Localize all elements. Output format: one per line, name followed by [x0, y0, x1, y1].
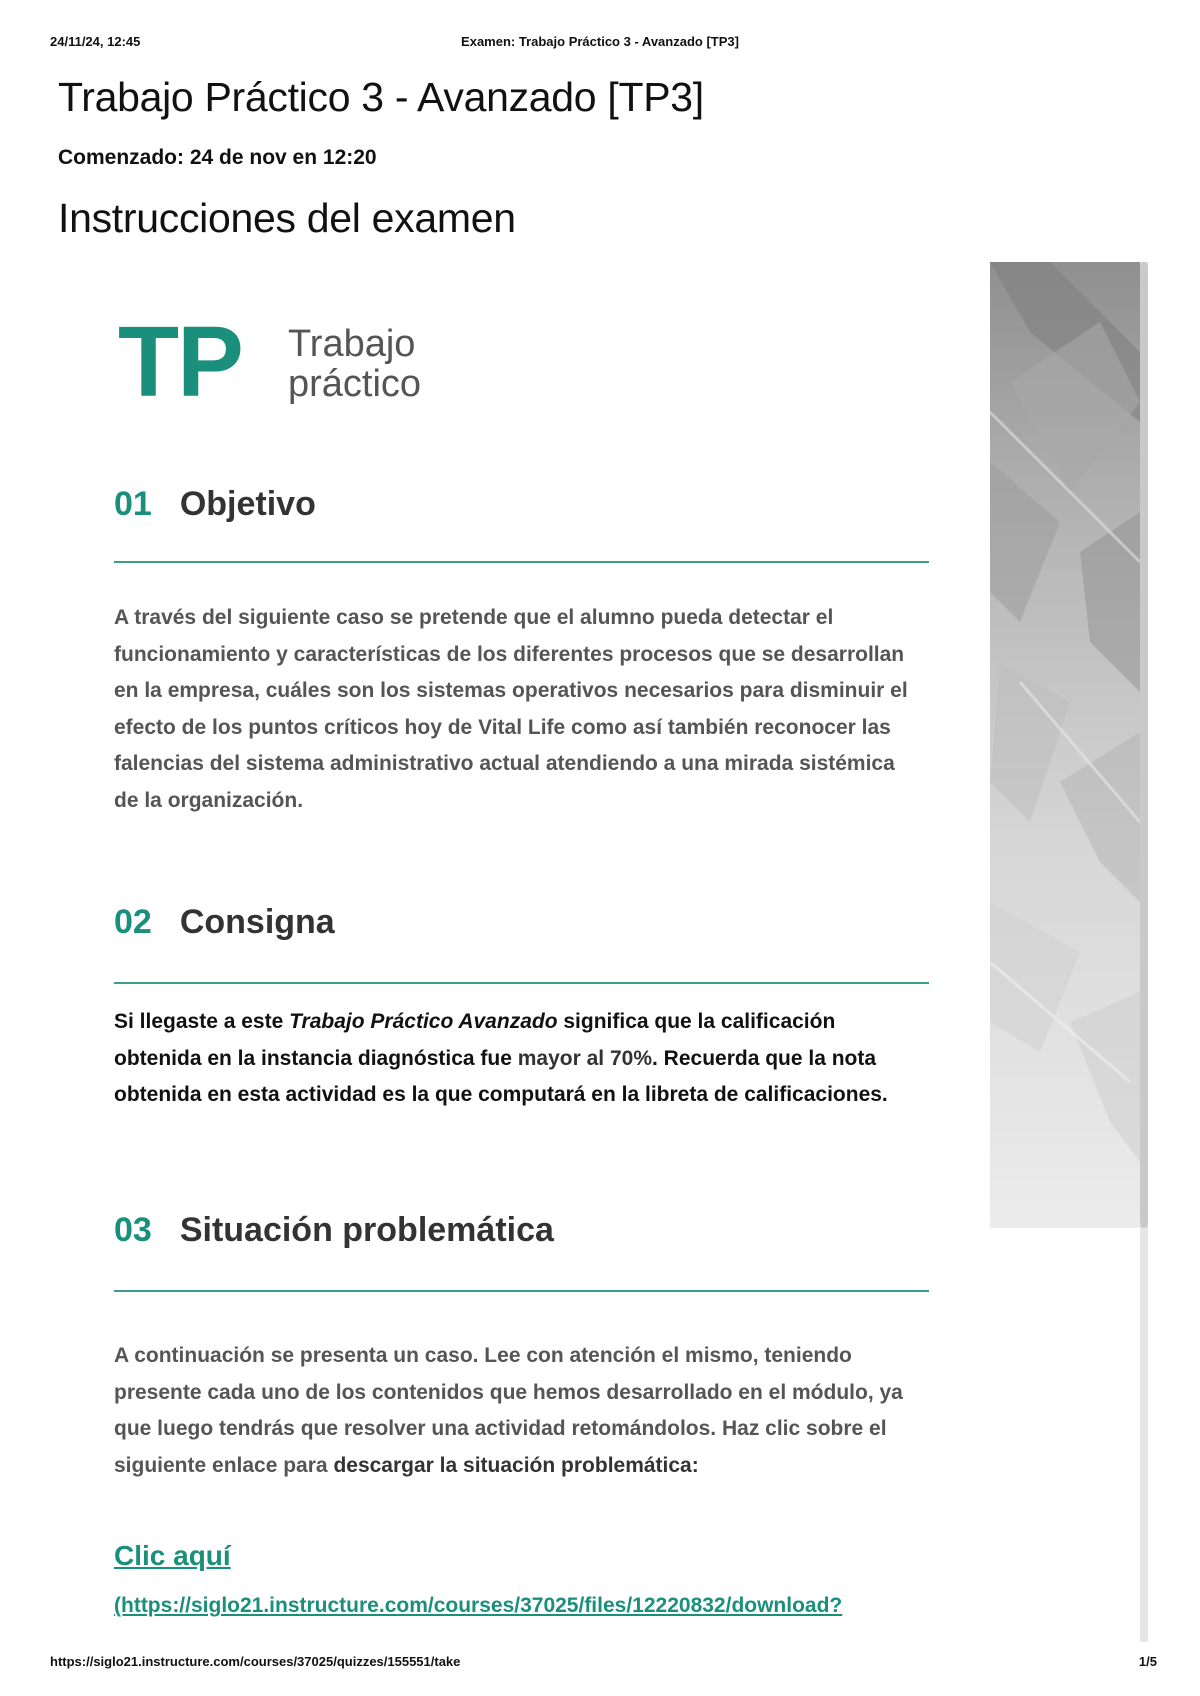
consigna-text-part: . Recuerda que la nota obtenida en esta actividad es la que computará en la libreta de calificaciones. — [114, 1046, 888, 1106]
section-title-text: Consigna — [179, 903, 335, 941]
section-title-objetivo — [114, 484, 316, 524]
consigna-text-part: Si llegaste a este — [114, 1010, 290, 1033]
consigna-text-part: significa que la calificación obtenida en la instancia diagnóstica fue — [114, 1010, 836, 1070]
tp-logo-word-2: práctico — [288, 363, 422, 405]
section-divider — [114, 982, 929, 984]
geometric-pattern-icon — [990, 262, 1140, 1228]
content-scrollbar[interactable] — [1140, 262, 1148, 1642]
situacion-text — [114, 1338, 914, 1484]
print-doc-title: Examen: Trabajo Práctico 3 - Avanzado [TP3] — [461, 34, 739, 49]
page-title: Trabajo Práctico 3 - Avanzado [TP3] — [58, 74, 704, 120]
print-datetime: 24/11/24, 12:45 — [50, 34, 141, 49]
started-value: 24 de nov en 12:20 — [189, 146, 377, 169]
section-title-text: Situación problemática — [179, 1211, 554, 1249]
section-divider — [114, 1290, 929, 1292]
section-title-situacion — [114, 1210, 554, 1250]
section-number: 03 — [114, 1211, 152, 1249]
situacion-text-part: A continuación se presenta un caso. Lee con atención el mismo, teniendo presente cada uno de los contenidos que hemos desarrollado en el módulo, ya que luego tendrás que resolver una actividad retomándolos. Haz clic sobre el siguiente enlace para — [114, 1344, 903, 1477]
objetivo-text: A través del siguiente caso se pretende que el alumno pueda detectar el funcionamiento y características de los diferentes procesos que se desarrollan en la empresa, cuáles son los sistemas operativos necesarios para disminuir el efecto de los puntos críticos hoy de Vital Life como así también reconocer las falencias del sistema administrativo actual atendiendo a una mirada sistémica de la organización. — [114, 606, 908, 812]
section-title-text: Objetivo — [179, 485, 316, 523]
section-number: 01 — [114, 485, 152, 523]
decorative-banner-image — [990, 262, 1140, 1228]
print-url: https://siglo21.instructure.com/courses/37025/quizzes/155551/take — [50, 1654, 461, 1669]
instructions-content — [58, 262, 1148, 1642]
content-scrollbar-thumb[interactable] — [1140, 262, 1148, 1228]
consigna-text — [114, 1004, 914, 1114]
tp-logo-words — [288, 324, 421, 404]
print-header — [0, 34, 1200, 58]
print-page-number: 1/5 — [1138, 1654, 1157, 1669]
section-number: 02 — [114, 903, 152, 941]
consigna-text-bold: mayor al 70% — [517, 1046, 652, 1070]
section-title-consigna — [114, 902, 335, 942]
tp-logo-word-1: Trabajo — [288, 323, 416, 365]
instructions-heading: Instrucciones del examen — [58, 195, 516, 241]
download-link[interactable]: Clic aquí — [114, 1540, 231, 1571]
consigna-text-italic: Trabajo Práctico Avanzado — [289, 1010, 558, 1033]
download-link-url[interactable]: (https://siglo21.instructure.com/courses/37025/files/12220832/download? — [114, 1594, 843, 1617]
tp-logo-letters: TP — [118, 306, 242, 418]
started-label: Comenzado: — [58, 146, 184, 169]
started-info — [58, 146, 377, 170]
section-divider — [114, 561, 929, 563]
print-footer — [0, 1654, 1200, 1678]
situacion-text-bold: descargar la situación problemática: — [333, 1453, 699, 1477]
